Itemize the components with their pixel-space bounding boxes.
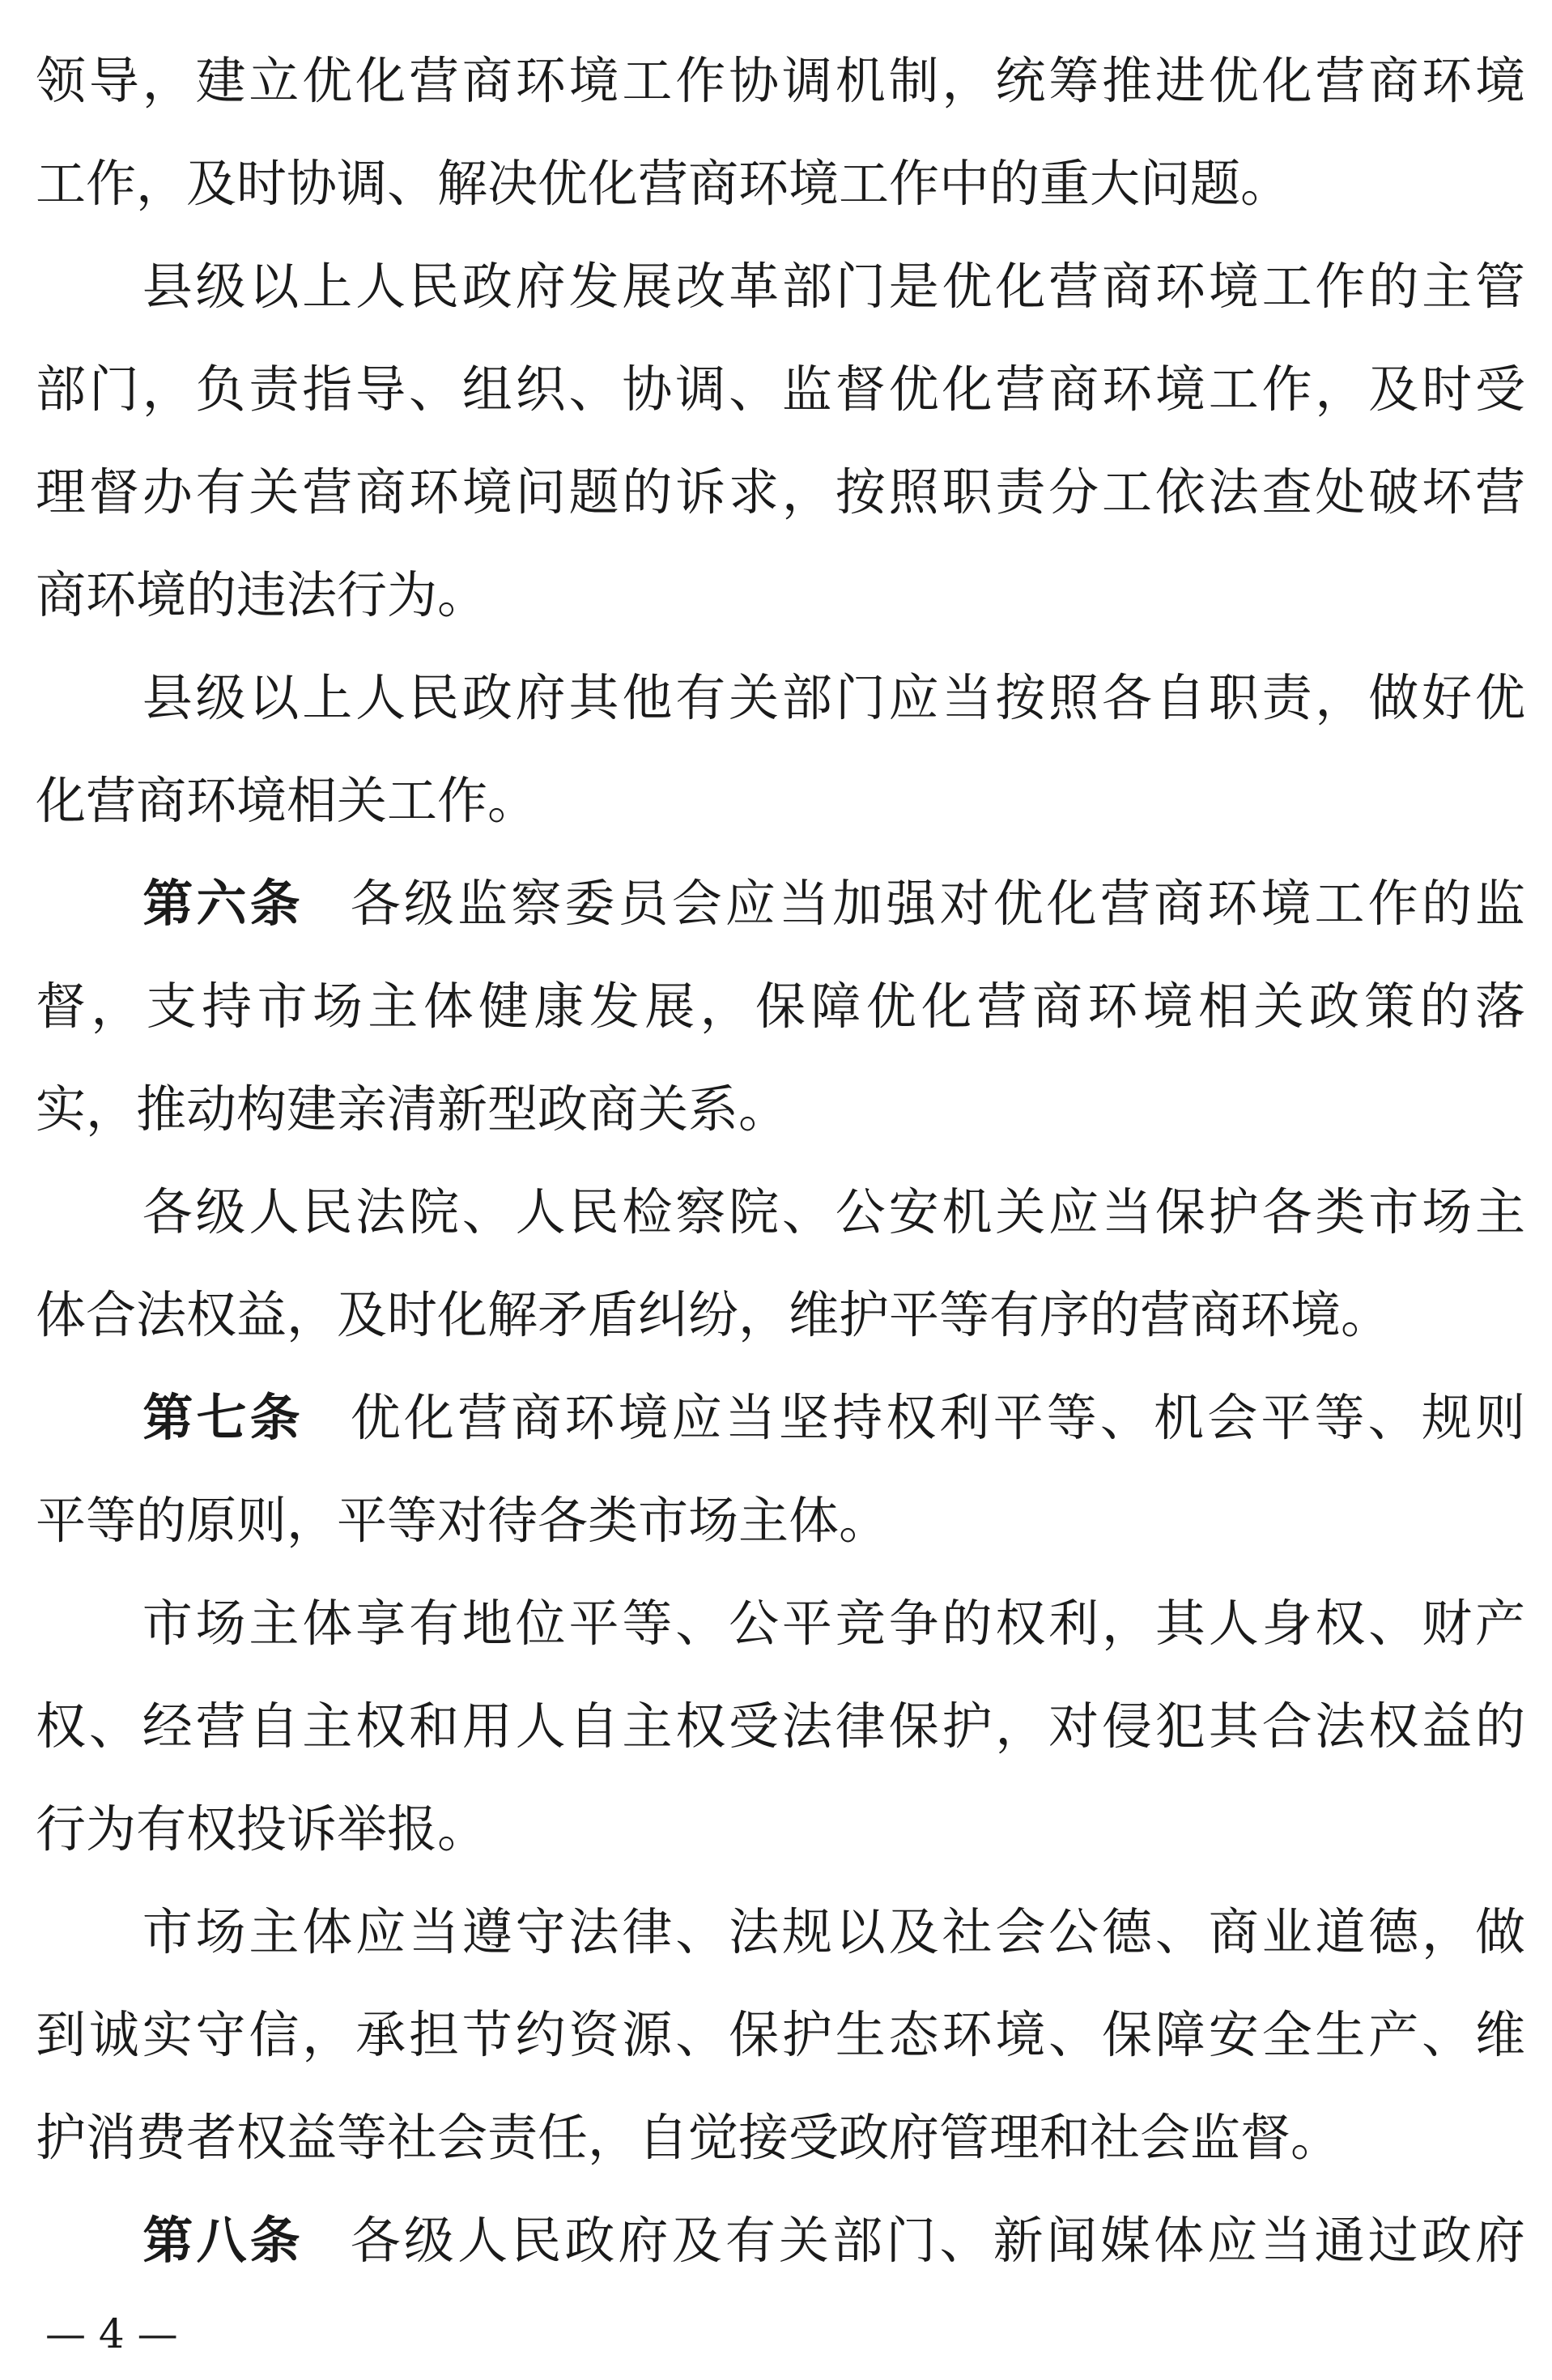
article-heading: 第八条: [142, 2211, 304, 2270]
text-line: 第六条 各级监察委员会应当加强对优化营商环境工作的监: [142, 874, 1525, 933]
text-line: 商环境的违法行为。: [36, 565, 488, 624]
text-line: 第七条 优化营商环境应当坚持权利平等、机会平等、规则: [142, 1388, 1525, 1447]
text-line: 体合法权益，及时化解矛盾纠纷，维护平等有序的营商环境。: [36, 1285, 1392, 1344]
text-line: 到诚实守信，承担节约资源、保护生态环境、保障安全生产、维: [36, 2005, 1525, 2064]
article-heading: 第七条: [142, 1388, 304, 1447]
page-number: — 4 —: [45, 2310, 178, 2357]
text-line: 督，支持市场主体健康发展，保障优化营商环境相关政策的落: [36, 977, 1525, 1036]
text-line: 市场主体享有地位平等、公平竞争的权利，其人身权、财产: [36, 1594, 1525, 1653]
text-line: 平等的原则，平等对待各类市场主体。: [36, 1491, 890, 1550]
text-line: 领导，建立优化营商环境工作协调机制，统筹推进优化营商环境: [36, 51, 1525, 110]
text-line: 化营商环境相关工作。: [36, 771, 538, 830]
text-line: 第八条 各级人民政府及有关部门、新闻媒体应当通过政府: [142, 2211, 1525, 2270]
text-line: 权、经营自主权和用人自主权受法律保护，对侵犯其合法权益的: [36, 1697, 1525, 1756]
text-line: 部门，负责指导、组织、协调、监督优化营商环境工作，及时受: [36, 360, 1525, 419]
text-line: 理督办有关营商环境问题的诉求，按照职责分工依法查处破坏营: [36, 462, 1525, 522]
text-line: 行为有权投诉举报。: [36, 1799, 488, 1858]
text-line: 县级以上人民政府其他有关部门应当按照各自职责，做好优: [36, 668, 1525, 727]
text-line: 县级以上人民政府发展改革部门是优化营商环境工作的主管: [36, 257, 1525, 316]
text-line: 各级人民法院、人民检察院、公安机关应当保护各类市场主: [36, 1182, 1525, 1241]
text-line: 市场主体应当遵守法律、法规以及社会公德、商业道德，做: [36, 1902, 1525, 1961]
text-line: 工作，及时协调、解决优化营商环境工作中的重大问题。: [36, 154, 1291, 213]
article-heading: 第六条: [142, 874, 304, 933]
text-line: 护消费者权益等社会责任，自觉接受政府管理和社会监督。: [36, 2108, 1342, 2167]
text-line: 实，推动构建亲清新型政商关系。: [36, 1079, 789, 1139]
